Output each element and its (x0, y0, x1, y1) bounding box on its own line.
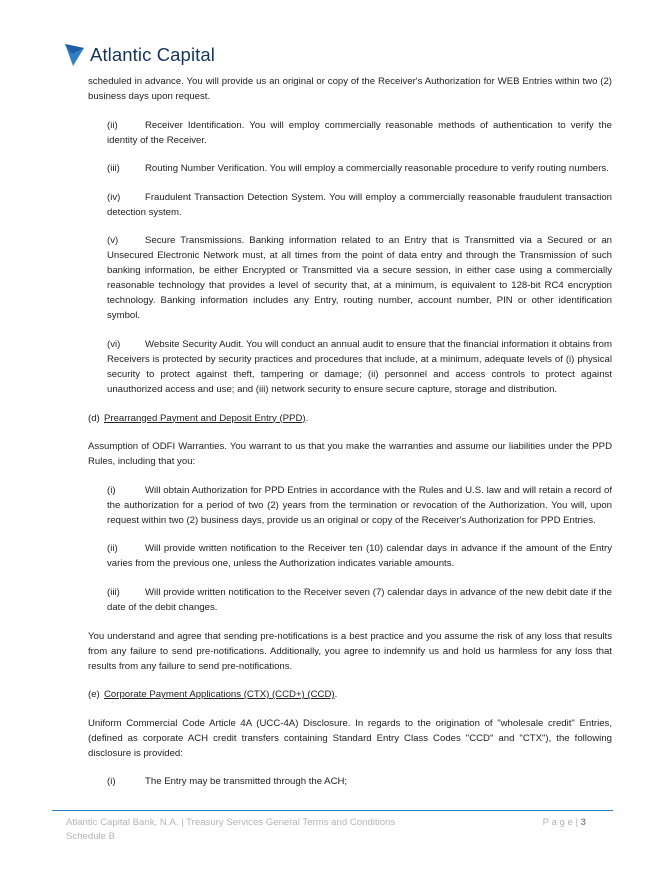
document-body (88, 74, 612, 803)
paragraph: scheduled in advance. You will provide us an original or copy of the Receiver's Authorization for WEB Entries within two (2) business days upon request. (88, 76, 612, 102)
item-number: (i) (107, 484, 116, 496)
page-header (64, 38, 215, 72)
item-text: The Entry may be transmitted through the ACH; (145, 776, 348, 788)
item-number: (iii) (107, 586, 120, 598)
item-number: (ii) (107, 119, 118, 131)
page-label: P a g e | (542, 817, 578, 828)
footer-divider (52, 810, 613, 811)
item-number: (v) (107, 235, 119, 247)
item-text: Will obtain Authorization for PPD Entries in accordance with the Rules and U.S. law and will retain a record of the authorization for a period of two (2) years from the termination or revocation of the Authorization. You will, upon request within two (2) business days, provide us an original or copy of the Receiver's Authorization for PPD Entries. (107, 484, 612, 526)
item-text: Will provide written notification to the Receiver seven (7) calendar days in advance of the new debit date if the date of the debit changes. (107, 586, 612, 613)
page-number: 3 (580, 817, 586, 828)
list-item (88, 774, 612, 789)
list-item (88, 337, 612, 397)
list-item (88, 483, 612, 528)
item-text: Website Security Audit. You will conduct an annual audit to ensure that the financial information it obtains from Receivers is protected by security practices and procedures that include, at a minimum, adequate levels of (i) physical security to protect against theft, tampering or damage; (ii) personnel and access controls to protect against unauthorized access and use; and (iii) network security to ensure secure capture, storage and distribution. (107, 338, 612, 395)
logo-text: Atlantic Capital (90, 44, 215, 65)
item-text: Fraudulent Transaction Detection System. You will employ a commercially reasonable fraudulent transaction detection system. (107, 191, 612, 218)
section-title: Corporate Payment Applications (CTX) (CCD+) (CCD) (104, 689, 335, 701)
item-text: Receiver Identification. You will employ commercially reasonable methods of authentication to verify the identity of the Receiver. (107, 119, 612, 146)
list-item (88, 118, 612, 148)
section-label: (d) (88, 412, 100, 424)
item-text: Secure Transmissions. Banking information related to an Entry that is Transmitted via a Secured or an Unsecured Electronic Network must, at all times from the point of data entry and through the Transmission of such banking information, be either Encrypted or Transmitted via a secure session, in either case using a commercially reasonable technology that provides a level of security that, at a minimum, is equivalent to 128-bit RC4 encryption technology. Banking information includes any Entry, routing number, account number, PIN or other identification symbol. (107, 235, 612, 322)
item-number: (iii) (107, 163, 120, 175)
section-heading-d: (d) Prearranged Payment and Deposit Entry (PPD). (88, 412, 309, 424)
footer-schedule: Schedule B (66, 831, 116, 842)
item-number: (ii) (107, 543, 118, 555)
section-title: Prearranged Payment and Deposit Entry (PPD) (104, 412, 306, 424)
item-number: (iv) (107, 191, 121, 203)
paragraph: Assumption of ODFI Warranties. You warrant to us that you make the warranties and assume our liabilities under the PPD Rules, including that you: (88, 441, 612, 468)
footer-title: Atlantic Capital Bank, N.A. | Treasury Services General Terms and Conditions (66, 817, 396, 828)
item-text: Will provide written notification to the Receiver ten (10) calendar days in advance if the amount of the Entry varies from the previous one, unless the Authorization indicates variable amounts. (107, 543, 612, 570)
triangle-logo-icon (64, 42, 86, 68)
list-item (88, 541, 612, 571)
paragraph: You understand and agree that sending pre-notifications is a best practice and you assume the risk of any loss that results from any failure to send pre-notifications. Additionally, you agree to indemnify us and hold us harmless for any loss that results from any failure to send pre-notifications. (88, 630, 612, 672)
paragraph: Uniform Commercial Code Article 4A (UCC-4A) Disclosure. In regards to the origination of "wholesale credit" Entries, (defined as corporate ACH credit transfers containing Standard Entry Class Codes "CCD" and "CTX"), the following disclosure is provided: (88, 717, 612, 759)
item-number: (vi) (107, 338, 121, 350)
list-item (88, 190, 612, 220)
list-item (88, 161, 612, 176)
list-item (88, 233, 612, 323)
page-indicator (543, 816, 586, 830)
list-item (88, 585, 612, 615)
section-heading-e: (e) Corporate Payment Applications (CTX) (CCD+) (CCD). (88, 689, 338, 701)
page-footer (66, 816, 586, 844)
item-number: (i) (107, 776, 116, 788)
section-label: (e) (88, 689, 100, 701)
item-text: Routing Number Verification. You will employ a commercially reasonable procedure to verify routing numbers. (145, 163, 609, 175)
